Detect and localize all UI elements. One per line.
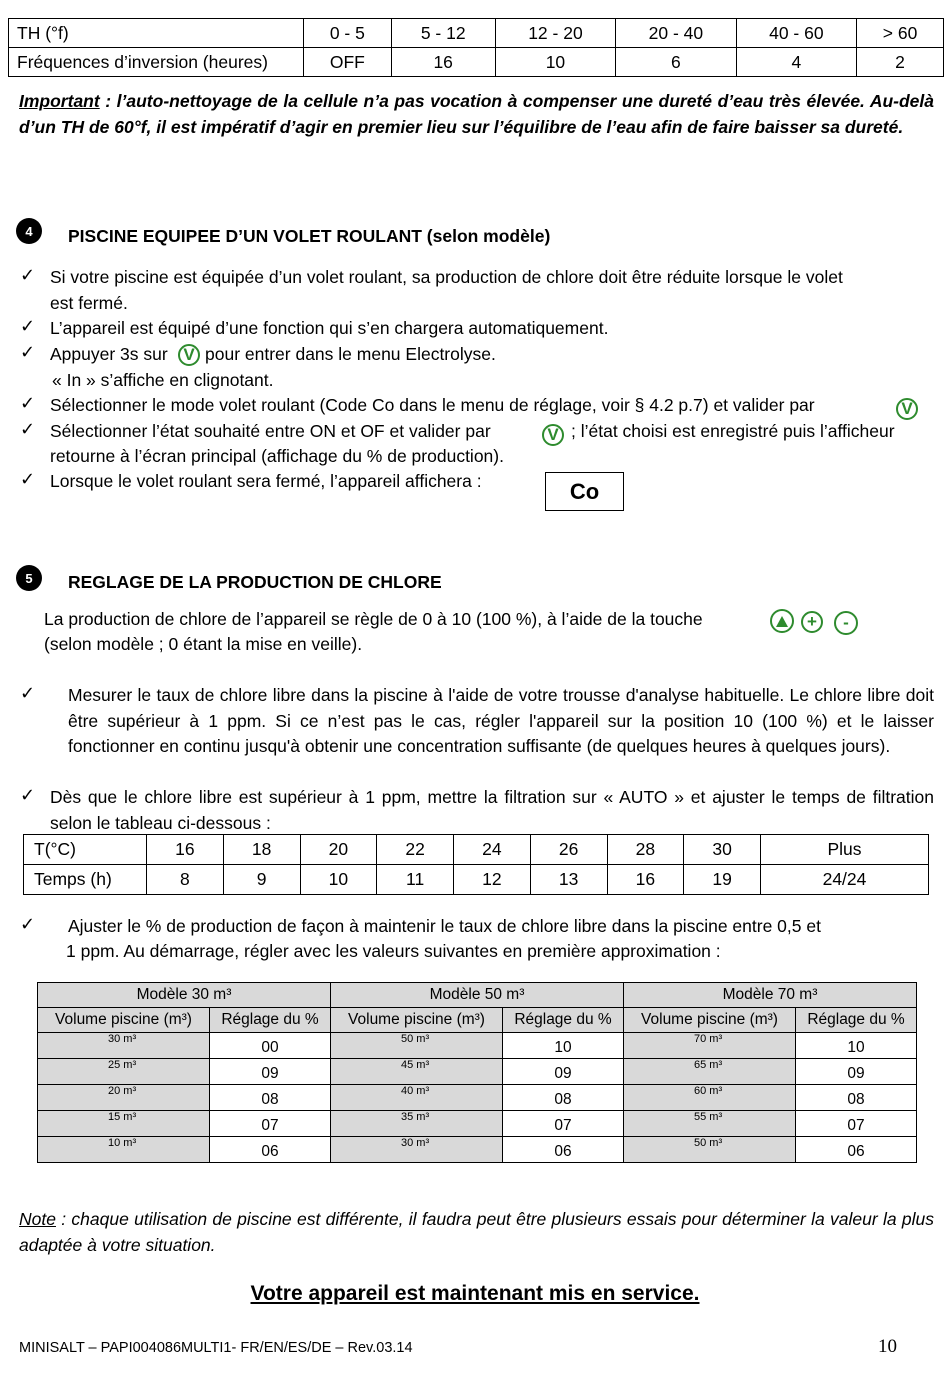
table-cell: 20 - 40	[616, 19, 736, 48]
setting-cell: 10	[503, 1033, 624, 1059]
table-cell: 4	[736, 48, 856, 77]
row-label: T(°C)	[24, 835, 147, 865]
table-cell: 16	[147, 835, 224, 865]
table-cell: OFF	[304, 48, 392, 77]
table-cell: 6	[616, 48, 736, 77]
volume-cell: 20 m³	[38, 1085, 210, 1111]
table-cell: Plus	[761, 835, 929, 865]
setting-cell: 07	[503, 1111, 624, 1137]
check-icon: ✓	[20, 419, 36, 439]
column-header: Volume piscine (m³)	[38, 1008, 210, 1033]
table-cell: 24	[454, 835, 531, 865]
table-row	[38, 1059, 917, 1085]
important-paragraph	[19, 88, 934, 140]
list-item-continued: pour entrer dans le menu Electrolyse.	[205, 344, 496, 364]
note-paragraph	[19, 1206, 934, 1258]
list-item-continued: retourne à l’écran principal (affichage du % de production).	[50, 446, 504, 466]
table-cell: 24/24	[761, 865, 929, 895]
final-statement: Votre appareil est maintenant mis en service.	[250, 1282, 700, 1305]
list-item-continued: est fermé.	[50, 293, 128, 313]
check-icon: ✓	[20, 683, 36, 703]
table-cell: 12 - 20	[495, 19, 615, 48]
setting-cell: 06	[796, 1137, 917, 1163]
table-row	[24, 865, 929, 895]
minus-button-icon: -	[834, 611, 858, 635]
setting-cell: 09	[210, 1059, 331, 1085]
table-cell: 11	[377, 865, 454, 895]
hardness-table	[8, 18, 944, 77]
setting-cell: 08	[796, 1085, 917, 1111]
list-item-continued: 1 ppm. Au démarrage, régler avec les valeurs suivantes en première approximation :	[66, 941, 721, 961]
volume-cell: 15 m³	[38, 1111, 210, 1137]
table-cell: 13	[530, 865, 607, 895]
table-cell: 2	[857, 48, 944, 77]
table-row	[38, 1033, 917, 1059]
table-row	[9, 19, 944, 48]
volume-cell: 45 m³	[331, 1059, 503, 1085]
volume-cell: 65 m³	[624, 1059, 796, 1085]
model-header: Modèle 70 m³	[624, 983, 917, 1008]
page-footer: MINISALT – PAPI004086MULTI1- FR/EN/ES/DE – Rev.03.14	[19, 1340, 413, 1356]
plus-button-icon: +	[801, 611, 823, 633]
table-cell: 20	[300, 835, 377, 865]
table-cell: 22	[377, 835, 454, 865]
list-item-continued: ; l’état choisi est enregistré puis l’afficheur	[571, 421, 895, 441]
table-row	[24, 835, 929, 865]
table-cell: 16	[391, 48, 495, 77]
volume-cell: 50 m³	[624, 1137, 796, 1163]
check-icon: ✓	[20, 316, 36, 336]
row-label: Temps (h)	[24, 865, 147, 895]
volume-cell: 40 m³	[331, 1085, 503, 1111]
volume-cell: 50 m³	[331, 1033, 503, 1059]
table-cell: 0 - 5	[304, 19, 392, 48]
table-cell: 19	[684, 865, 761, 895]
table-cell: 30	[684, 835, 761, 865]
volume-cell: 30 m³	[331, 1137, 503, 1163]
model-settings-table	[37, 982, 917, 1163]
table-row	[38, 1085, 917, 1111]
volume-cell: 60 m³	[624, 1085, 796, 1111]
row-label: Fréquences d’inversion (heures)	[9, 48, 304, 77]
note-text: : chaque utilisation de piscine est différente, il faudra peut être plusieurs essais pour déterminer la valeur la plus adaptée à votre situation.	[19, 1209, 934, 1255]
check-icon: ✓	[20, 342, 36, 362]
triangle-up-icon	[776, 616, 788, 627]
check-icon: ✓	[20, 265, 36, 285]
list-item: Sélectionner le mode volet roulant (Code Co dans le menu de réglage, voir § 4.2 p.7) et valider par	[50, 395, 815, 415]
volume-cell: 55 m³	[624, 1111, 796, 1137]
table-cell: > 60	[857, 19, 944, 48]
intro-text: (selon modèle ; 0 étant la mise en veille).	[44, 634, 363, 654]
list-item: Lorsque le volet roulant sera fermé, l’appareil affichera :	[50, 471, 482, 491]
table-cell: 12	[454, 865, 531, 895]
table-row	[9, 48, 944, 77]
setting-cell: 06	[503, 1137, 624, 1163]
table-header-row	[38, 983, 917, 1008]
table-cell: 10	[495, 48, 615, 77]
filtration-time-table	[23, 834, 929, 895]
setting-cell: 08	[503, 1085, 624, 1111]
up-arrow-button-icon	[770, 609, 794, 633]
table-cell: 16	[607, 865, 684, 895]
check-icon: ✓	[20, 914, 36, 934]
important-label: Important	[19, 91, 100, 111]
column-header: Réglage du %	[796, 1008, 917, 1033]
table-cell: 10	[300, 865, 377, 895]
check-icon: ✓	[20, 785, 36, 805]
list-item: Mesurer le taux de chlore libre dans la piscine à l'aide de votre trousse d'analyse habituelle. Le chlore libre doit être supérieur à 1 ppm. Si ce n’est pas le cas, régler l'appareil sur la position 10 (100 %) et le laisser fonctionner en continu jusqu'à obtenir une concentration suffisante (de quelques heures à quelques jours).	[68, 685, 934, 756]
table-cell: 5 - 12	[391, 19, 495, 48]
volume-cell: 25 m³	[38, 1059, 210, 1085]
column-header: Volume piscine (m³)	[624, 1008, 796, 1033]
setting-cell: 07	[210, 1111, 331, 1137]
section-number-badge: 4	[16, 218, 42, 244]
list-item: Appuyer 3s sur	[50, 344, 168, 364]
table-row	[38, 1111, 917, 1137]
table-cell: 40 - 60	[736, 19, 856, 48]
column-header: Volume piscine (m³)	[331, 1008, 503, 1033]
table-cell: 28	[607, 835, 684, 865]
setting-cell: 06	[210, 1137, 331, 1163]
row-label: TH (°f)	[9, 19, 304, 48]
important-text: : l’auto-nettoyage de la cellule n’a pas vocation à compenser une dureté d’eau très élevée. Au-delà d’un TH de 60°f, il est impératif d’agir en premier lieu sur l’équilibre de l’eau afin de faire baisser sa dureté.	[19, 91, 934, 137]
section-number-badge: 5	[16, 565, 42, 591]
column-header: Réglage du %	[210, 1008, 331, 1033]
setting-cell: 10	[796, 1033, 917, 1059]
volume-cell: 10 m³	[38, 1137, 210, 1163]
volume-cell: 35 m³	[331, 1111, 503, 1137]
list-item: L’appareil est équipé d’une fonction qui s’en chargera automatiquement.	[50, 318, 609, 338]
table-cell: 26	[530, 835, 607, 865]
table-cell: 8	[147, 865, 224, 895]
model-header: Modèle 50 m³	[331, 983, 624, 1008]
model-header: Modèle 30 m³	[38, 983, 331, 1008]
table-cell: 9	[223, 865, 300, 895]
display-code-box: Co	[545, 472, 624, 511]
setting-cell: 07	[796, 1111, 917, 1137]
validate-button-icon: V	[542, 424, 564, 446]
section-title: PISCINE EQUIPEE D’UN VOLET ROULANT (selon modèle)	[68, 226, 551, 246]
note-label: Note	[19, 1209, 56, 1229]
setting-cell: 08	[210, 1085, 331, 1111]
list-item: Dès que le chlore libre est supérieur à 1 ppm, mettre la filtration sur « AUTO » et ajuster le temps de filtration selon le tableau ci-dessous :	[50, 787, 934, 833]
setting-cell: 00	[210, 1033, 331, 1059]
validate-button-icon: V	[178, 344, 200, 366]
list-item: Ajuster le % de production de façon à maintenir le taux de chlore libre dans la piscine entre 0,5 et	[68, 916, 821, 936]
validate-button-icon: V	[896, 398, 918, 420]
check-icon: ✓	[20, 469, 36, 489]
table-row	[38, 1137, 917, 1163]
intro-text: La production de chlore de l’appareil se règle de 0 à 10 (100 %), à l’aide de la touche	[44, 609, 703, 629]
list-item: Sélectionner l’état souhaité entre ON et OF et valider par	[50, 421, 491, 441]
check-icon: ✓	[20, 393, 36, 413]
table-cell: 18	[223, 835, 300, 865]
section-title: REGLAGE DE LA PRODUCTION DE CHLORE	[68, 572, 442, 592]
volume-cell: 70 m³	[624, 1033, 796, 1059]
setting-cell: 09	[503, 1059, 624, 1085]
column-header: Réglage du %	[503, 1008, 624, 1033]
list-item-continued: « In » s’affiche en clignotant.	[52, 370, 274, 390]
list-item: Si votre piscine est équipée d’un volet roulant, sa production de chlore doit être réduite lorsque le volet	[50, 267, 843, 287]
table-header-row	[38, 1008, 917, 1033]
setting-cell: 09	[796, 1059, 917, 1085]
page-number: 10	[878, 1336, 897, 1357]
volume-cell: 30 m³	[38, 1033, 210, 1059]
